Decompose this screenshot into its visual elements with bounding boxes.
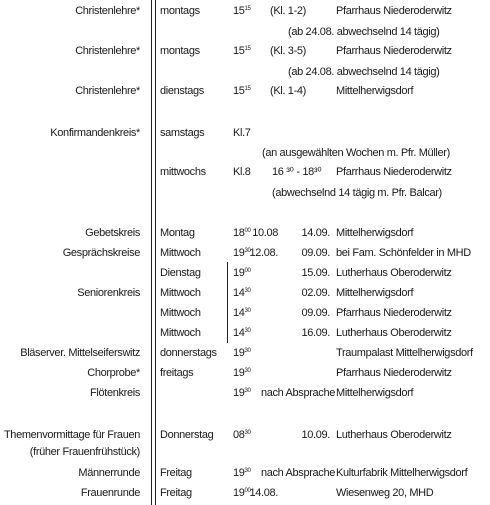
date-1: 14.08. bbox=[249, 487, 278, 499]
weekday: Mittwoch bbox=[160, 307, 201, 319]
start-time: $19^{30}$ bbox=[233, 247, 251, 259]
location: Mittelherwigsdorf bbox=[336, 85, 414, 97]
table-row bbox=[0, 324, 490, 343]
start-time: $19^{30}$ bbox=[233, 367, 251, 379]
event-name: Christenlehre* bbox=[75, 85, 140, 97]
table-row bbox=[0, 163, 490, 182]
location: Pfarrhaus Niederoderwitz bbox=[336, 45, 452, 57]
table-row bbox=[0, 384, 490, 403]
weekday: Freitag bbox=[160, 467, 192, 479]
table-row bbox=[0, 224, 490, 243]
table-row bbox=[0, 344, 490, 363]
event-name: Gesprächskreise bbox=[62, 247, 140, 259]
event-name: Flötenkreis bbox=[90, 387, 140, 399]
table-row bbox=[0, 42, 490, 61]
event-name: Themenvormittage für Frauen bbox=[3, 429, 140, 441]
table-row bbox=[0, 144, 490, 163]
table-row bbox=[0, 364, 490, 383]
date-2: 16.09. bbox=[301, 327, 330, 339]
group-label: (Kl. 1-4) bbox=[270, 85, 306, 97]
date-2: 10.09. bbox=[301, 429, 330, 441]
note: (abwechselnd 14 tägig m. Pfr. Balcar) bbox=[272, 187, 442, 199]
weekday: montags bbox=[160, 45, 200, 57]
event-name: Christenlehre* bbox=[75, 45, 140, 57]
event-name: Frauenrunde bbox=[80, 487, 140, 499]
note: nach Absprache bbox=[261, 387, 335, 399]
table-row bbox=[0, 484, 490, 503]
start-time: $19^{00}$ bbox=[233, 267, 251, 279]
start-time: $15^{15}$ bbox=[233, 5, 251, 17]
location: Mittelherwigsdorf bbox=[336, 387, 414, 399]
location: Pfarrhaus Niederoderwitz bbox=[336, 5, 452, 17]
class-level: Kl.8 bbox=[233, 166, 251, 178]
event-name: Konfirmandenkreis* bbox=[50, 127, 140, 139]
row-divider bbox=[227, 282, 228, 303]
location: Lutherhaus Oberoderwitz bbox=[336, 327, 452, 339]
start-time: $19^{30}$ bbox=[233, 387, 251, 399]
date-2: 14.09. bbox=[301, 227, 330, 239]
weekday: Donnerstag bbox=[160, 429, 214, 441]
start-time: $14^{30}$ bbox=[233, 287, 251, 299]
location: Lutherhaus Oberoderwitz bbox=[336, 429, 452, 441]
event-name: Chorprobe* bbox=[87, 367, 140, 379]
date-2: 09.09. bbox=[301, 307, 330, 319]
date-2: 09.09. bbox=[301, 247, 330, 259]
row-divider bbox=[227, 302, 228, 323]
table-row bbox=[0, 82, 490, 101]
note: (ab 24.08. abwechselnd 14 tägig) bbox=[288, 66, 440, 78]
weekday: montags bbox=[160, 5, 200, 17]
table-row bbox=[0, 184, 490, 203]
location: Pfarrhaus Niederoderwitz bbox=[336, 307, 452, 319]
group-label: (Kl. 1-2) bbox=[270, 5, 306, 17]
weekday: samstags bbox=[160, 127, 205, 139]
note: (ab 24.08. abwechselnd 14 tägig) bbox=[288, 26, 440, 38]
table-row bbox=[0, 2, 490, 21]
weekday: Montag bbox=[160, 227, 195, 239]
weekday: mittwochs bbox=[160, 166, 206, 178]
location: Kulturfabrik Mittelherwigsdorf bbox=[336, 467, 468, 479]
group-label: (Kl. 3-5) bbox=[270, 45, 306, 57]
location: Pfarrhaus Niederoderwitz bbox=[336, 166, 452, 178]
weekday: donnerstags bbox=[160, 347, 217, 359]
note: nach Absprache bbox=[261, 467, 335, 479]
start-time: $08^{30}$ bbox=[233, 429, 251, 441]
start-time: $14^{30}$ bbox=[233, 327, 251, 339]
location: Pfarrhaus Niederoderwitz bbox=[336, 367, 452, 379]
row-divider bbox=[227, 262, 228, 283]
event-name: Christenlehre* bbox=[75, 5, 140, 17]
table-row bbox=[0, 443, 490, 462]
event-name: Bläserver. Mittelseiferswitz bbox=[20, 347, 140, 359]
start-time: $19^{00}$ bbox=[233, 487, 251, 499]
start-time: $15^{15}$ bbox=[233, 85, 251, 97]
weekday: Dienstag bbox=[160, 267, 201, 279]
location: Mittelherwigsdorf bbox=[336, 227, 414, 239]
table-row bbox=[0, 124, 490, 143]
location: Mittelherwigsdorf bbox=[336, 287, 414, 299]
date-1: 12.08. bbox=[249, 247, 278, 259]
weekday: Freitag bbox=[160, 487, 192, 499]
table-row bbox=[0, 264, 490, 283]
table-row bbox=[0, 63, 490, 82]
table-row bbox=[0, 205, 490, 224]
table-row bbox=[0, 464, 490, 483]
event-name: Gebetskreis bbox=[85, 227, 140, 239]
date-2: 02.09. bbox=[301, 287, 330, 299]
start-time: $19^{30}$ bbox=[233, 347, 251, 359]
start-time: $18^{00}$ bbox=[233, 227, 251, 239]
date-1: 10.08 bbox=[252, 227, 278, 239]
weekday: Mittwoch bbox=[160, 287, 201, 299]
note: (an ausgewählten Wochen m. Pfr. Müller) bbox=[262, 147, 450, 159]
row-divider bbox=[227, 322, 228, 343]
event-name: Seniorenkreis bbox=[77, 287, 140, 299]
start-time: $19^{30}$ bbox=[233, 467, 251, 479]
start-time: $15^{15}$ bbox=[233, 45, 251, 57]
weekday: Mittwoch bbox=[160, 327, 201, 339]
date-2: 15.09. bbox=[301, 267, 330, 279]
table-row bbox=[0, 405, 490, 424]
location: Lutherhaus Oberoderwitz bbox=[336, 267, 452, 279]
table-row bbox=[0, 284, 490, 303]
weekday: freitags bbox=[160, 367, 194, 379]
class-level: Kl.7 bbox=[233, 127, 251, 139]
weekday: Mittwoch bbox=[160, 247, 201, 259]
location: Wiesenweg 20, MHD bbox=[336, 487, 434, 499]
table-row bbox=[0, 244, 490, 263]
table-row bbox=[0, 304, 490, 323]
location: Traumpalast Mittelherwigsdorf bbox=[336, 347, 473, 359]
table-row bbox=[0, 23, 490, 42]
time-range: 16 ³⁰ - 18³⁰ bbox=[272, 166, 322, 178]
start-time: $14^{30}$ bbox=[233, 307, 251, 319]
weekday: dienstags bbox=[160, 85, 204, 97]
location: bei Fam. Schönfelder in MHD bbox=[336, 247, 471, 259]
event-name: (früher Frauenfrühstück) bbox=[29, 446, 140, 458]
event-name: Männerrunde bbox=[78, 467, 140, 479]
